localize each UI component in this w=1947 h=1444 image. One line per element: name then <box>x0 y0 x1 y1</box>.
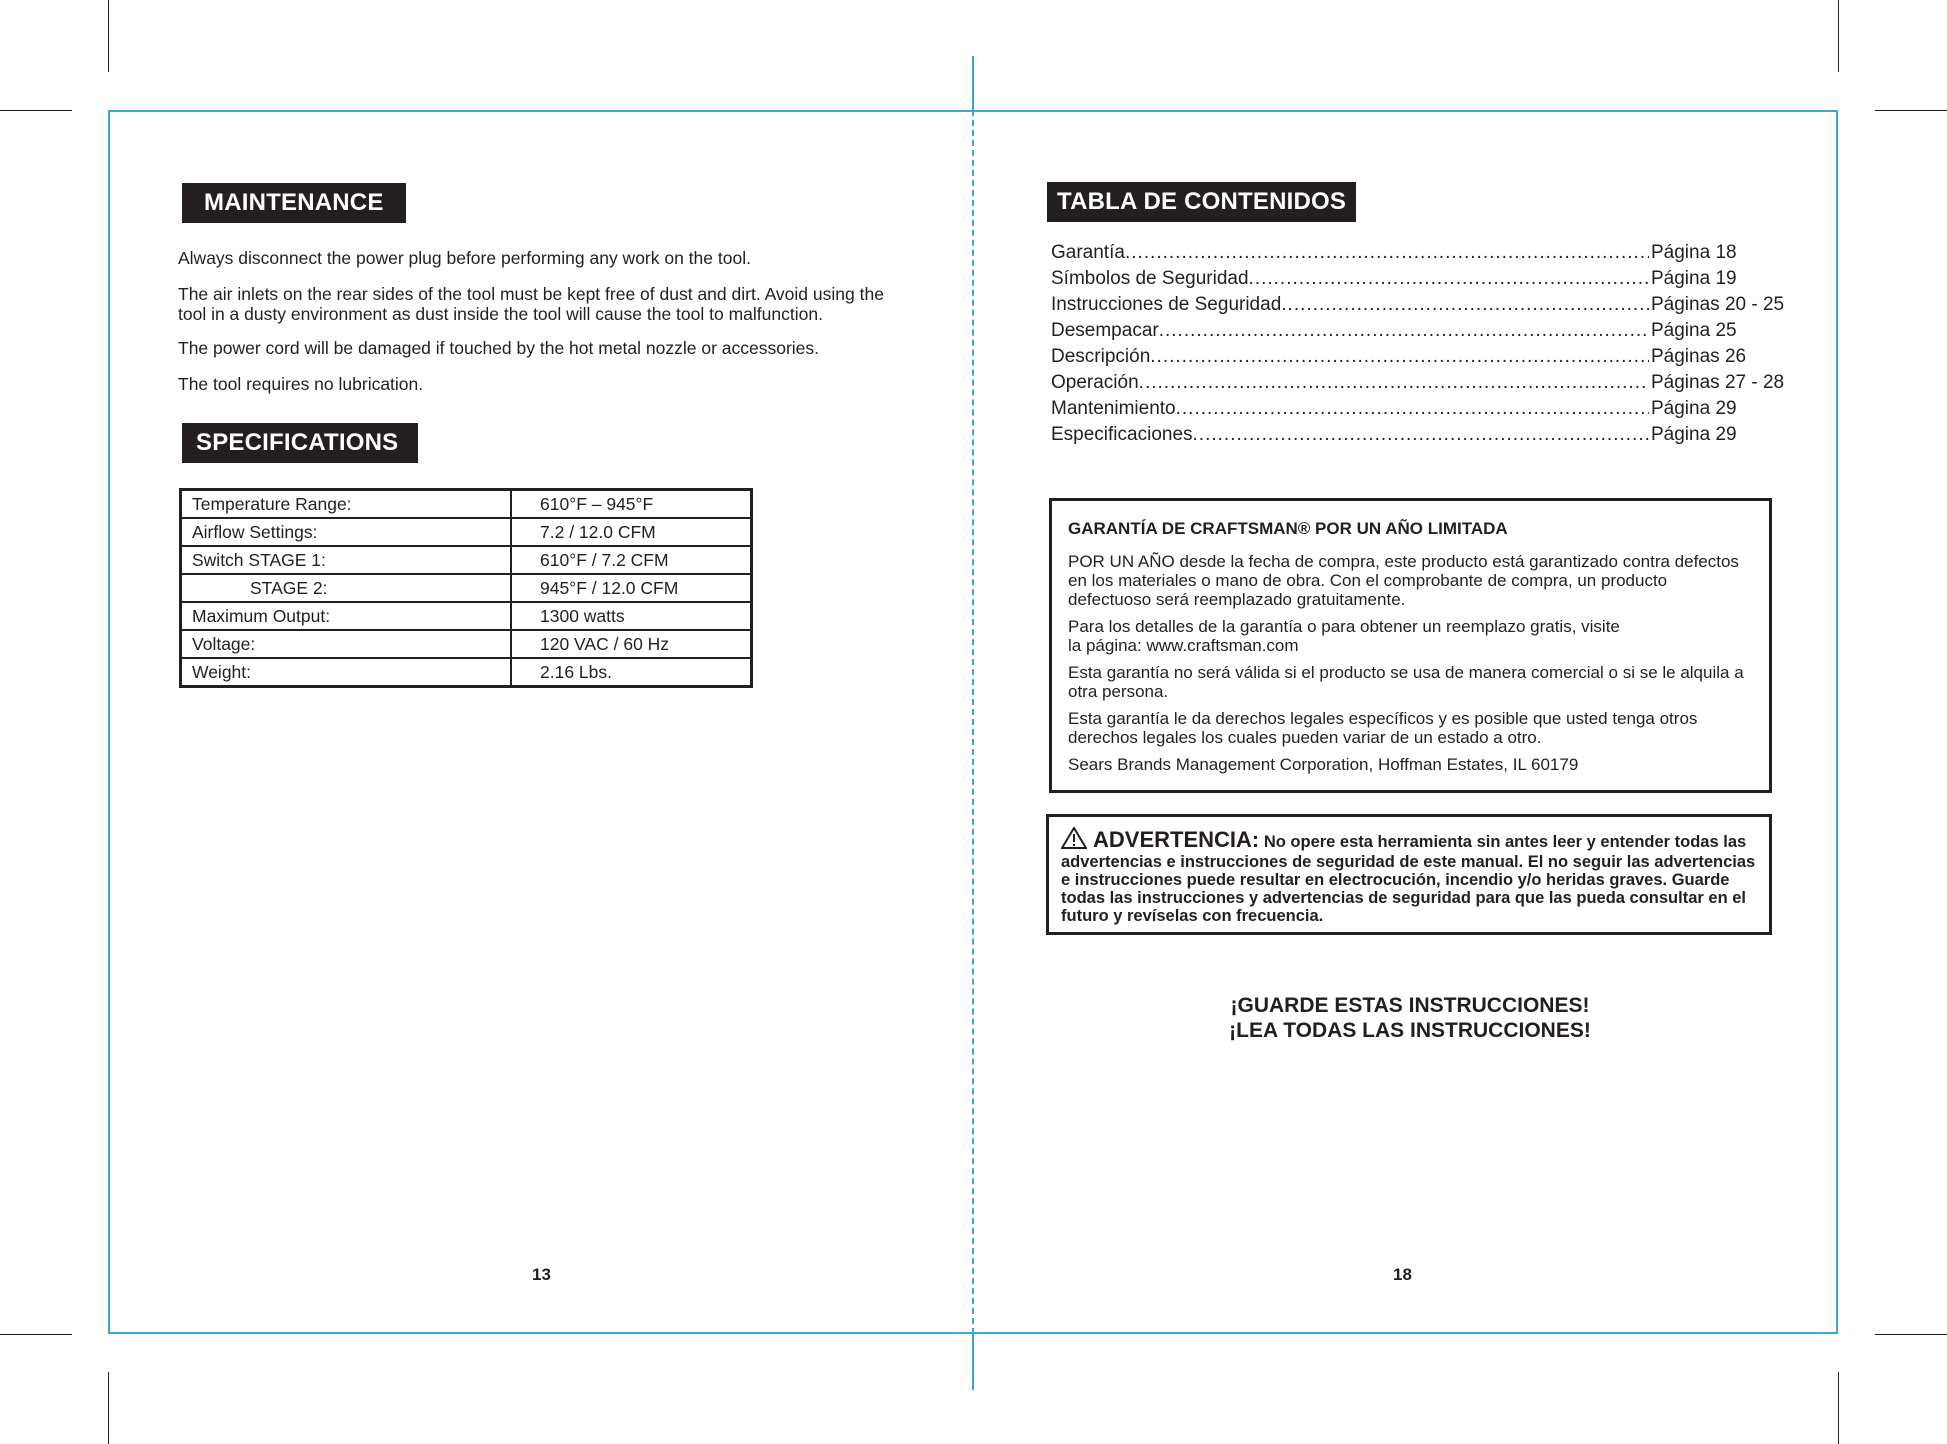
spec-label: Maximum Output: <box>181 602 512 630</box>
toc-entry[interactable] <box>1051 294 1791 320</box>
toc-entry-page: Página 29 <box>1651 424 1737 445</box>
crop-mark <box>0 110 72 111</box>
spec-label: Temperature Range: <box>181 490 512 519</box>
warning-signal-word: ADVERTENCIA: <box>1093 827 1260 852</box>
maintenance-paragraph: The air inlets on the rear sides of the tool must be kept free of dust and dirt. Avoid using the tool in a dusty environment as dust inside the tool will cause the tool to malfunction. <box>178 284 884 324</box>
page-number: 13 <box>532 1265 551 1284</box>
spec-label: Airflow Settings: <box>181 518 512 546</box>
toc-heading: TABLA DE CONTENIDOS <box>1047 182 1356 222</box>
toc-entry[interactable] <box>1051 424 1791 450</box>
warning-text: No opere esta herramienta sin antes leer y entender todas las advertencias e instrucciones de seguridad de este manual. El no seguir las advertencias e instrucciones puede resultar en electrocución, incendio y/o heridas graves. Guarde todas las instrucciones y advertencias de seguridad para que las pueda consultar en el futuro y revíselas con frecuencia. <box>1061 833 1756 925</box>
warranty-paragraph: POR UN AÑO desde la fecha de compra, este producto está garantizado contra defectos en los materiales o mano de obra. Con el comprobante de compra, un producto defectuoso será reemplazado gratuitamente. <box>1068 552 1739 609</box>
maintenance-paragraph: The power cord will be damaged if touched by the hot metal nozzle or accessories. <box>178 338 820 358</box>
toc-leader <box>1193 424 1649 446</box>
spec-label: Voltage: <box>181 630 512 658</box>
read-instructions-line: ¡LEA TODAS LAS INSTRUCCIONES! <box>1229 1019 1591 1042</box>
table-row <box>181 574 752 602</box>
toc-entry-page: Página 29 <box>1651 398 1737 419</box>
spec-label: STAGE 2: <box>181 574 512 602</box>
crop-mark <box>108 0 109 72</box>
toc-entry[interactable] <box>1051 268 1791 294</box>
warranty-paragraph: Esta garantía no será válida si el producto se usa de manera comercial o si se le alquila a otra persona. <box>1068 663 1744 701</box>
toc-entry[interactable] <box>1051 242 1791 268</box>
fold-line <box>972 110 974 1334</box>
table-of-contents <box>1051 242 1791 450</box>
toc-leader <box>1125 242 1649 264</box>
spec-label: Weight: <box>181 658 512 687</box>
maintenance-heading: MAINTENANCE <box>182 183 406 223</box>
toc-entry-page: Páginas 20 - 25 <box>1651 294 1785 315</box>
crop-mark <box>1875 110 1947 111</box>
spec-value: 7.2 / 12.0 CFM <box>511 518 752 546</box>
warranty-paragraph: Esta garantía le da derechos legales específicos y es posible que usted tenga otros derechos legales los cuales pueden variar de un estado a otro. <box>1068 709 1698 747</box>
warranty-title: GARANTÍA DE CRAFTSMAN® POR UN AÑO LIMITADA <box>1068 519 1508 538</box>
warning-box <box>1046 814 1772 935</box>
toc-entry-page: Página 25 <box>1651 320 1737 341</box>
crop-mark <box>1838 0 1839 72</box>
toc-leader <box>1139 372 1649 394</box>
warranty-box <box>1049 498 1772 793</box>
fold-line <box>972 56 974 110</box>
toc-entry-label: Garantía <box>1051 242 1125 263</box>
toc-leader <box>1159 320 1649 342</box>
toc-entry-label: Instrucciones de Seguridad <box>1051 294 1282 315</box>
toc-entry[interactable] <box>1051 346 1791 372</box>
spec-value: 1300 watts <box>511 602 752 630</box>
warranty-paragraph: Sears Brands Management Corporation, Hoffman Estates, IL 60179 <box>1068 755 1579 774</box>
page-number: 18 <box>1393 1265 1412 1284</box>
spec-label: Switch STAGE 1: <box>181 546 512 574</box>
warranty-paragraph: Para los detalles de la garantía o para obtener un reemplazo gratis, visite la página: www.craftsman.com <box>1068 617 1620 655</box>
toc-leader <box>1176 398 1649 420</box>
toc-entry-page: Páginas 27 - 28 <box>1651 372 1785 393</box>
table-row <box>181 630 752 658</box>
maintenance-paragraph: The tool requires no lubrication. <box>178 374 424 394</box>
toc-leader <box>1249 268 1649 290</box>
table-row <box>181 490 752 519</box>
spec-value: 2.16 Lbs. <box>511 658 752 687</box>
toc-entry[interactable] <box>1051 372 1791 398</box>
spec-value: 120 VAC / 60 Hz <box>511 630 752 658</box>
toc-entry-label: Símbolos de Seguridad <box>1051 268 1249 289</box>
warning-triangle-icon <box>1061 827 1087 853</box>
toc-entry-label: Especificaciones <box>1051 424 1193 445</box>
toc-entry-label: Descripción <box>1051 346 1151 367</box>
toc-entry[interactable] <box>1051 398 1791 424</box>
spec-value: 610°F / 7.2 CFM <box>511 546 752 574</box>
table-row <box>181 602 752 630</box>
spec-value: 610°F – 945°F <box>511 490 752 519</box>
toc-leader <box>1281 294 1649 316</box>
specifications-table <box>179 488 753 688</box>
table-row <box>181 518 752 546</box>
crop-mark <box>1838 1372 1839 1444</box>
table-row <box>181 658 752 687</box>
toc-leader <box>1150 346 1649 368</box>
specifications-heading: SPECIFICATIONS <box>182 423 418 463</box>
toc-entry-page: Página 19 <box>1651 268 1737 289</box>
toc-entry-label: Mantenimiento <box>1051 398 1176 419</box>
maintenance-paragraph: Always disconnect the power plug before performing any work on the tool. <box>178 248 751 268</box>
table-row <box>181 546 752 574</box>
toc-entry[interactable] <box>1051 320 1791 346</box>
toc-entry-page: Página 18 <box>1651 242 1737 263</box>
save-instructions-line: ¡GUARDE ESTAS INSTRUCCIONES! <box>1230 994 1590 1017</box>
spec-value: 945°F / 12.0 CFM <box>511 574 752 602</box>
crop-mark <box>1875 1334 1947 1335</box>
fold-line <box>972 1334 974 1390</box>
toc-entry-label: Desempacar <box>1051 320 1159 341</box>
crop-mark <box>0 1334 72 1335</box>
crop-mark <box>108 1372 109 1444</box>
toc-entry-label: Operación <box>1051 372 1139 393</box>
toc-entry-page: Páginas 26 <box>1651 346 1747 367</box>
